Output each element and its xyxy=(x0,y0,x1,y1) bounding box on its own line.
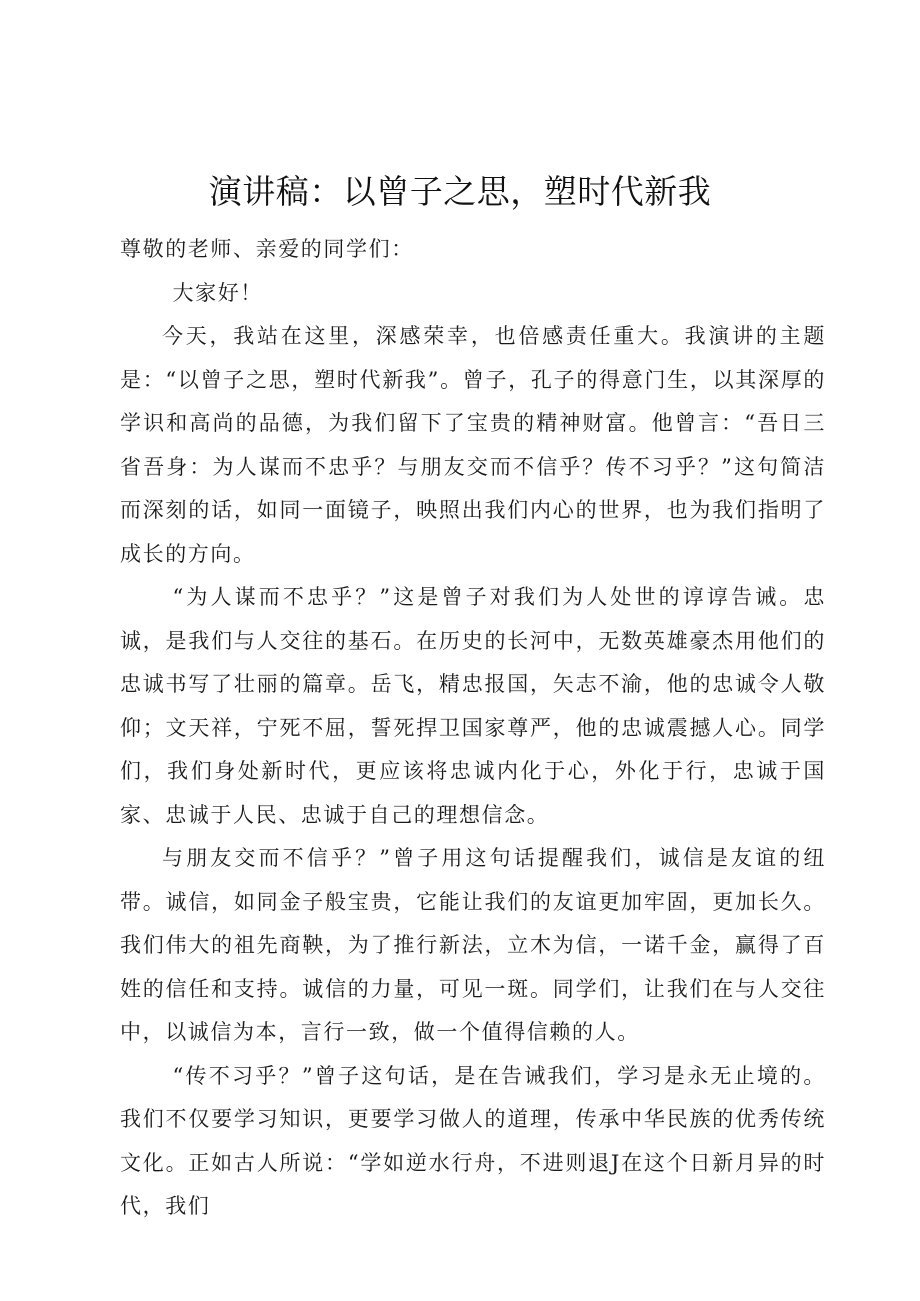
loyalty-paragraph: “为人谋而不忠乎？”这是曾子对我们为人处世的谆谆告诫。忠诚，是我们与人交往的基石。在历史的长河中，无数英雄豪杰用他们的忠诚书写了壮丽的篇章。岳飞，精忠报国，矢志不渝，他的忠诚令人敬仰；文天祥，宁死不屈，誓死捍卫国家尊严，他的忠诚震撼人心。同学们，我们身处新时代，更应该将忠诚内化于心，外化于行，忠诚于国家、忠诚于人民、忠诚于自己的理想信念。 xyxy=(120,585,826,827)
document-title: 演讲稿：以曾子之思，塑时代新我 xyxy=(208,172,712,211)
learning-paragraph: “传不习乎？”曾子这句话，是在告诫我们，学习是永无止境的。我们不仅要学习知识，更要学习做人的道理，传承中华民族的优秀传统文化。正如古人所说：“学如逆水行舟，不进则退J在这个日新月异的时代，我们 xyxy=(120,1063,826,1218)
intro-paragraph: 今天，我站在这里，深感荣幸，也倍感责任重大。我演讲的主题是：“以曾子之思，塑时代新我”。曾子，孔子的得意门生，以其深厚的学识和高尚的品德，为我们留下了宝贵的精神财富。他曾言：“吾日三省吾身：为人谋而不忠乎？与朋友交而不信乎？传不习乎？”这句简洁而深刻的话，如同一面镜子，映照出我们内心的世界，也为我们指明了成长的方向。 xyxy=(120,324,826,566)
integrity-paragraph: 与朋友交而不信乎？”曾子用这句话提醒我们，诚信是友谊的纽带。诚信，如同金子般宝贵，它能让我们的友谊更加牢固，更加长久。我们伟大的祖先商鞅，为了推行新法，立木为信，一诺千金，赢得了百姓的信任和支持。诚信的力量，可见一斑。同学们，让我们在与人交往中，以诚信为本，言行一致，做一个值得信赖的人。 xyxy=(120,846,826,1044)
greeting-paragraph: 大家好！ xyxy=(172,280,263,305)
salutation: 尊敬的老师、亲爱的同学们： xyxy=(120,237,414,261)
document-body xyxy=(120,228,826,1229)
